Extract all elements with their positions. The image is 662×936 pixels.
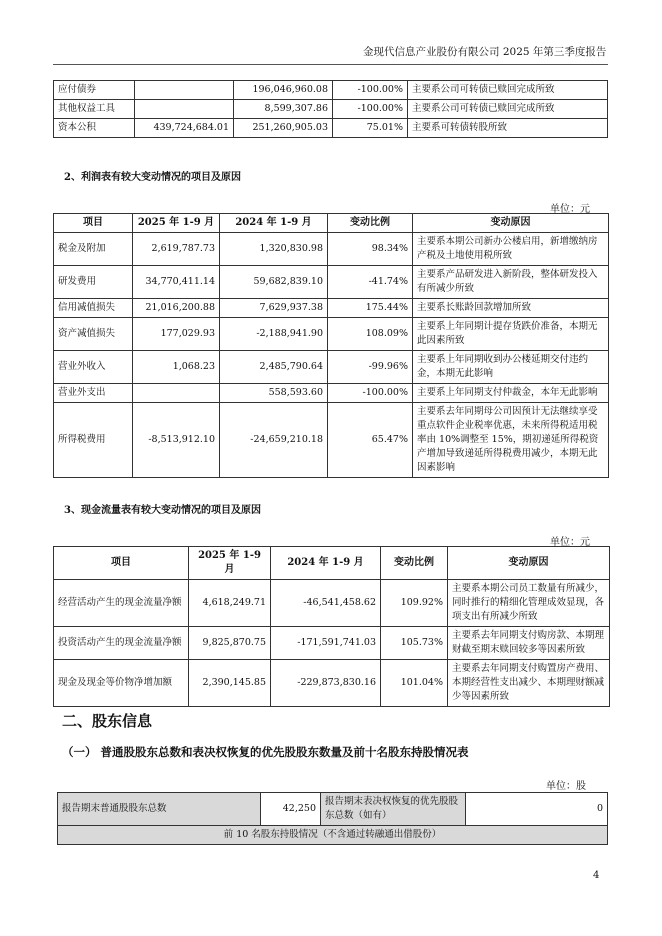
section-title-income: 2、利润表有较大变动情况的项目及原因 [64,172,241,183]
row-reason: 主要系公司可转债已赎回完成所致 [408,81,608,100]
table-header-row [54,214,609,233]
row-current [135,100,234,119]
row-current: 177,029.93 [133,318,220,351]
balance-table [53,80,608,138]
row-item: 现金及现金等价物净增加额 [54,660,189,707]
part-title-shareholders: 二、股东信息 [62,712,153,730]
row-prior: 7,629,937.38 [220,299,328,318]
report-header: 金现代信息产业股份有限公司 2025 年第三季度报告 [363,46,607,58]
row-prior: 8,599,307.86 [234,100,333,119]
row-item: 投资活动产生的现金流量净额 [54,627,189,660]
row-reason: 主要系产品研发进入新阶段，整体研发投入有所减少所致 [413,266,609,299]
row-prior: -2,188,941.90 [220,318,328,351]
col-header-change: 变动比例 [381,547,448,580]
row-current: 1,068.23 [133,351,220,384]
row-item: 资本公积 [54,119,135,138]
unit-label-cash: 单位：元 [550,537,590,548]
row-item: 经营活动产生的现金流量净额 [54,580,189,627]
row-change: 98.34% [328,233,413,266]
row-prior: 196,046,960.08 [234,81,333,100]
common-holders-value: 42,250 [261,793,321,826]
row-reason: 主要系公司可转债已赎回完成所致 [408,100,608,119]
row-change: 65.47% [328,403,413,478]
row-current: 21,016,200.88 [133,299,220,318]
row-reason: 主要系上年同期计提存货跌价准备，本期无此因素所致 [413,318,609,351]
row-change: 108.09% [328,318,413,351]
row-change: 75.01% [333,119,408,138]
row-current: 4,618,249.71 [189,580,271,627]
row-item: 营业外收入 [54,351,133,384]
row-current: 9,825,870.75 [189,627,271,660]
section-title-cash: 3、现金流量表有较大变动情况的项目及原因 [64,505,261,516]
row-current [135,81,234,100]
row-item: 税金及附加 [54,233,133,266]
row-prior: -24,659,210.18 [220,403,328,478]
row-change: -100.00% [328,384,413,403]
row-item: 应付债券 [54,81,135,100]
row-change: -41.74% [328,266,413,299]
col-header-current: 2025 年 1-9 月 [133,214,220,233]
preferred-holders-value: 0 [466,793,608,826]
row-reason: 主要系去年同期母公司因预计无法继续享受重点软件企业税率优惠，未来所得税适用税率由 10%调整至 15%，期初递延所得税资产增加导致递延所得税费用减少，本期无此因素影响 [413,403,609,478]
page-number: 4 [593,870,600,881]
table-row [54,384,609,403]
row-current: -8,513,912.10 [133,403,220,478]
cash-table [53,546,610,707]
col-header-item: 项目 [54,214,133,233]
col-header-item: 项目 [54,547,189,580]
col-header-reason: 变动原因 [448,547,610,580]
table-row [54,100,608,119]
row-prior: 1,320,830.98 [220,233,328,266]
row-change: 105.73% [381,627,448,660]
row-change: 175.44% [328,299,413,318]
col-header-current: 2025 年 1-9 月 [189,547,271,580]
table-row [58,793,608,826]
row-prior: 251,260,905.03 [234,119,333,138]
row-change: 101.04% [381,660,448,707]
row-prior: 59,682,839.10 [220,266,328,299]
unit-label-shares: 单位：股 [546,781,586,792]
table-row [54,233,609,266]
row-reason: 主要系上年同期支付仲裁金，本年无此影响 [413,384,609,403]
row-reason: 主要系上年同期收到办公楼延期交付违约金，本期无此影响 [413,351,609,384]
row-item: 所得税费用 [54,403,133,478]
row-current: 2,390,145.85 [189,660,271,707]
row-current: 34,770,411.14 [133,266,220,299]
row-reason: 主要系可转债转股所致 [408,119,608,138]
table-row [58,826,608,845]
col-header-reason: 变动原因 [413,214,609,233]
row-current: 439,724,684.01 [135,119,234,138]
table-row [54,318,609,351]
row-change: -100.00% [333,100,408,119]
table-row [54,660,610,707]
row-prior: 2,485,790.64 [220,351,328,384]
top10-caption: 前 10 名股东持股情况（不含通过转融通出借股份） [58,826,608,845]
table-row [54,351,609,384]
unit-label-income: 单位：元 [550,204,590,215]
row-item: 营业外支出 [54,384,133,403]
row-item: 研发费用 [54,266,133,299]
table-row [54,119,608,138]
row-item: 资产减值损失 [54,318,133,351]
row-prior: -46,541,458.62 [271,580,381,627]
row-reason: 主要系去年同期支付购房款、本期理财截至期末赎回较多等因素所致 [448,627,610,660]
table-row [54,627,610,660]
row-reason: 主要系长账龄回款增加所致 [413,299,609,318]
row-item: 信用减值损失 [54,299,133,318]
income-table [53,213,609,478]
row-reason: 主要系本期公司员工数量有所减少，同时推行的精细化管理成效显现，各项支出有所减少所致 [448,580,610,627]
preferred-holders-label: 报告期末表决权恢复的优先股股东总数（如有） [321,793,466,826]
table-row [54,403,609,478]
table-row [54,580,610,627]
shareholder-table [57,792,608,845]
common-holders-label: 报告期末普通股股东总数 [58,793,261,826]
row-reason: 主要系去年同期支付购置房产费用、本期经营性支出减少、本期理财额减少等因素所致 [448,660,610,707]
row-item: 其他权益工具 [54,100,135,119]
table-row [54,266,609,299]
row-prior: -171,591,741.03 [271,627,381,660]
col-header-prior: 2024 年 1-9 月 [220,214,328,233]
row-current [133,384,220,403]
row-change: -100.00% [333,81,408,100]
table-row [54,299,609,318]
row-current: 2,619,787.73 [133,233,220,266]
row-change: 109.92% [381,580,448,627]
col-header-prior: 2024 年 1-9 月 [271,547,381,580]
row-prior: -229,873,830.16 [271,660,381,707]
row-reason: 主要系本期公司新办公楼启用，新增缴纳房产税及土地使用税所致 [413,233,609,266]
header-divider [53,64,608,65]
col-header-change: 变动比例 [328,214,413,233]
row-prior: 558,593.60 [220,384,328,403]
table-row [54,81,608,100]
subsection-title: （一） 普通股股东总数和表决权恢复的优先股股东数量及前十名股东持股情况表 [62,745,469,759]
row-change: -99.96% [328,351,413,384]
table-header-row [54,547,610,580]
